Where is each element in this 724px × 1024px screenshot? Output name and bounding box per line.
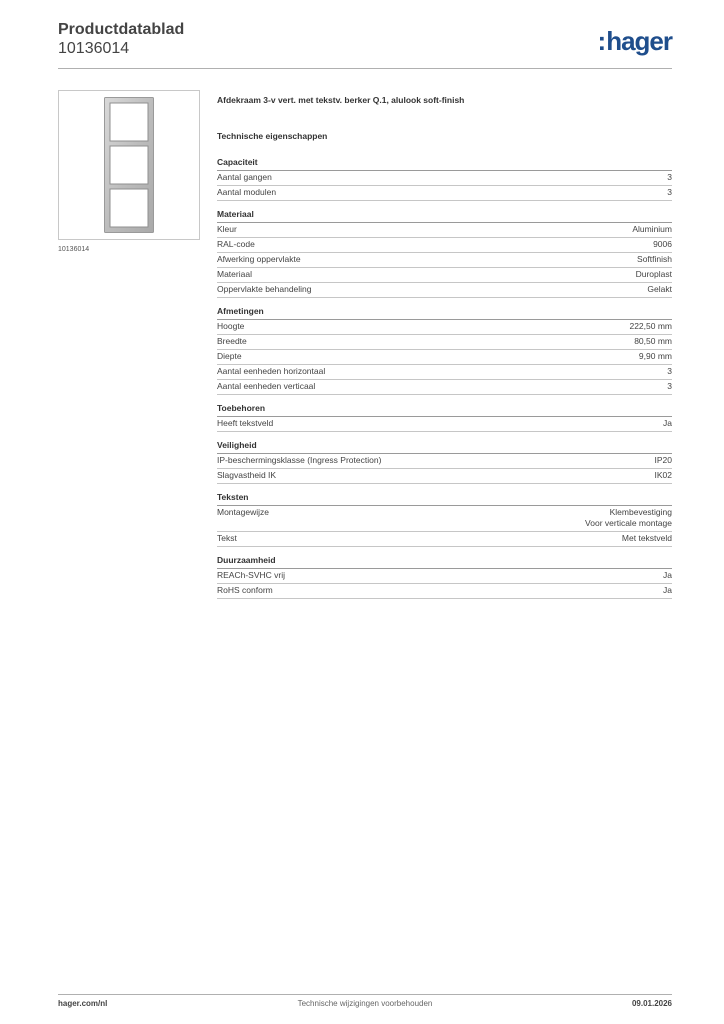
product-number: 10136014 bbox=[58, 40, 130, 57]
spec-row bbox=[217, 506, 672, 532]
spec-label: RAL-code bbox=[217, 239, 255, 249]
spec-label: Breedte bbox=[217, 336, 247, 346]
spec-value: 222,50 mm bbox=[629, 321, 672, 331]
spec-value: Ja bbox=[663, 585, 672, 595]
spec-group-title: Capaciteit bbox=[217, 157, 672, 171]
spec-group-toebehoren bbox=[217, 403, 672, 432]
spec-row bbox=[217, 223, 672, 238]
spec-label: Afwerking oppervlakte bbox=[217, 254, 301, 264]
spec-row bbox=[217, 238, 672, 253]
spec-value: 9006 bbox=[653, 239, 672, 249]
spec-row bbox=[217, 268, 672, 283]
spec-value-line: Voor verticale montage bbox=[585, 518, 672, 528]
triple-frame-icon bbox=[104, 97, 154, 233]
spec-group-title: Toebehoren bbox=[217, 403, 672, 417]
spec-row bbox=[217, 171, 672, 186]
spec-value: Ja bbox=[663, 418, 672, 428]
spec-value: Met tekstveld bbox=[621, 533, 672, 543]
spec-label: Materiaal bbox=[217, 269, 252, 279]
spec-label: Aantal eenheden verticaal bbox=[217, 381, 316, 391]
footer-divider bbox=[58, 994, 672, 995]
spec-value: Aluminium bbox=[632, 224, 672, 234]
spec-group-title: Afmetingen bbox=[217, 306, 672, 320]
spec-label: Aantal modulen bbox=[217, 187, 277, 197]
spec-value bbox=[585, 507, 672, 529]
header-divider bbox=[58, 68, 672, 69]
spec-row bbox=[217, 335, 672, 350]
document-header bbox=[58, 20, 672, 58]
spec-row bbox=[217, 365, 672, 380]
hager-logo: :hager bbox=[597, 26, 672, 56]
spec-label: Montagewijze bbox=[217, 507, 269, 517]
spec-row bbox=[217, 320, 672, 335]
spec-group-title: Materiaal bbox=[217, 209, 672, 223]
spec-label: Tekst bbox=[217, 533, 237, 543]
spec-value: IP20 bbox=[654, 455, 672, 465]
spec-label: Slagvastheid IK bbox=[217, 470, 277, 480]
spec-value: 3 bbox=[667, 366, 672, 376]
spec-value: 9,90 mm bbox=[638, 351, 672, 361]
spec-row bbox=[217, 532, 672, 547]
spec-group-materiaal bbox=[217, 209, 672, 298]
spec-content bbox=[217, 95, 672, 607]
spec-group-title: Duurzaamheid bbox=[217, 555, 672, 569]
spec-group-teksten bbox=[217, 492, 672, 547]
spec-value: 80,50 mm bbox=[634, 336, 672, 346]
spec-label: IP-beschermingsklasse (Ingress Protection) bbox=[217, 455, 382, 465]
spec-value: Gelakt bbox=[647, 284, 672, 294]
spec-row bbox=[217, 469, 672, 484]
spec-value: 3 bbox=[667, 172, 672, 182]
document-title: Productdatablad bbox=[58, 21, 185, 38]
spec-value: 3 bbox=[667, 187, 672, 197]
brand-name: hager bbox=[606, 26, 672, 56]
footer-website-link[interactable]: hager.com/nl bbox=[58, 999, 108, 1008]
spec-row bbox=[217, 350, 672, 365]
spec-label: Aantal gangen bbox=[217, 172, 272, 182]
product-image-caption: 10136014 bbox=[58, 246, 90, 253]
footer-disclaimer: Technische wijzigingen voorbehouden bbox=[297, 999, 433, 1008]
footer-date: 09.01.2026 bbox=[631, 999, 672, 1008]
spec-row bbox=[217, 253, 672, 268]
spec-value: 3 bbox=[667, 381, 672, 391]
spec-group-duurzaamheid bbox=[217, 555, 672, 599]
spec-row bbox=[217, 454, 672, 469]
spec-group-capaciteit bbox=[217, 157, 672, 201]
spec-label: Heeft tekstveld bbox=[217, 418, 274, 428]
spec-label: Oppervlakte behandeling bbox=[217, 284, 312, 294]
spec-value: Duroplast bbox=[635, 269, 672, 279]
spec-value: Softfinish bbox=[637, 254, 672, 264]
spec-value: IK02 bbox=[654, 470, 672, 480]
spec-label: Aantal eenheden horizontaal bbox=[217, 366, 326, 376]
spec-row bbox=[217, 417, 672, 432]
product-image bbox=[58, 90, 200, 240]
spec-row bbox=[217, 186, 672, 201]
spec-row bbox=[217, 584, 672, 599]
spec-label: RoHS conform bbox=[217, 585, 273, 595]
spec-row bbox=[217, 569, 672, 584]
spec-label: Kleur bbox=[217, 224, 237, 234]
spec-label: Diepte bbox=[217, 351, 242, 361]
spec-row bbox=[217, 283, 672, 298]
spec-group-title: Veiligheid bbox=[217, 440, 672, 454]
product-description: Afdekraam 3-v vert. met tekstv. berker Q.1, alulook soft-finish bbox=[217, 95, 465, 105]
spec-value: Ja bbox=[663, 570, 672, 580]
spec-group-veiligheid bbox=[217, 440, 672, 484]
spec-label: REACh-SVHC vrij bbox=[217, 570, 286, 580]
spec-group-title: Teksten bbox=[217, 492, 672, 506]
spec-value-line: Klembevestiging bbox=[609, 507, 672, 517]
spec-label: Hoogte bbox=[217, 321, 245, 331]
spec-group-afmetingen bbox=[217, 306, 672, 395]
spec-heading: Technische eigenschappen bbox=[217, 131, 328, 141]
spec-row bbox=[217, 380, 672, 395]
